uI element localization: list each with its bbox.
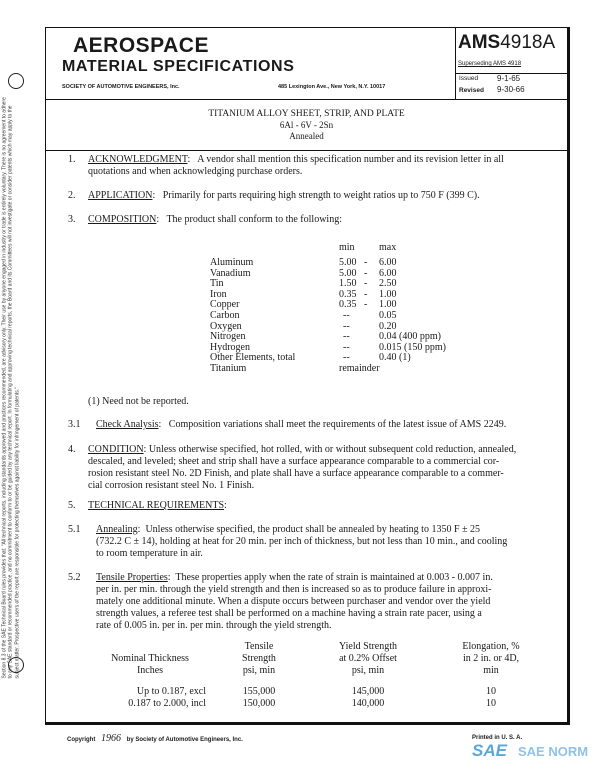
revised-date: 9-30-66	[497, 85, 525, 94]
composition-element: Vanadium	[210, 267, 251, 279]
section-4-number: 4.	[68, 444, 76, 455]
issued-date: 9-1-65	[497, 74, 521, 83]
composition-element: Iron	[210, 288, 227, 300]
composition-max: 0.20	[379, 320, 397, 332]
composition-element: Tin	[210, 278, 224, 290]
section-4-line: descaled, and leveled; sheet and strip shall have a surface appearance comparable to a commercial cor-	[88, 456, 500, 467]
tensile-table-cell: 10	[486, 686, 496, 697]
doc-subtitle-alloy: 6Al - 6V - 2Sn	[279, 120, 334, 130]
tensile-table-header: Yield Strength	[338, 641, 398, 652]
composition-min: remainder	[339, 363, 380, 374]
composition-min: 1.50	[339, 278, 357, 290]
section-2-number: 2.	[68, 190, 76, 201]
divider	[455, 27, 456, 100]
ams-number: AMS4918A	[458, 32, 556, 53]
tensile-table-cell: 150,000	[242, 698, 276, 709]
section-3: COMPOSITION: The product shall conform to the following:	[88, 214, 342, 225]
section-5-1: Annealing: Unless otherwise specified, the product shall be annealed by heating to 1350 F ± 25	[96, 524, 481, 535]
section-4-line: rosion resistant steel No. 2D Finish, and plate shall have a surface appearance comparable to a commer-	[88, 468, 504, 479]
composition-dash: -	[364, 267, 368, 279]
sae-logo: SAE	[472, 741, 507, 760]
composition-element: Copper	[210, 299, 240, 311]
issued-label: Issued	[459, 75, 479, 82]
composition-min: --	[343, 331, 350, 343]
section-2: APPLICATION: Primarily for parts requiring high strength to weight ratios up to 750 F (399 C).	[88, 190, 480, 201]
composition-dash: -	[364, 257, 368, 268]
composition-max: 2.50	[379, 278, 397, 290]
composition-min: 5.00	[339, 267, 357, 279]
section-1: ACKNOWLEDGMENT: A vendor shall mention this specification number and its revision letter in all	[88, 154, 504, 165]
composition-max: 1.00	[379, 299, 397, 311]
doc-subtitle-condition: Annealed	[289, 131, 324, 141]
section-5-2-line: per in. per min. through the yield strength and then is increased so as to produce failure in approxi-	[96, 584, 492, 595]
tensile-table-header: psi, min	[242, 665, 276, 676]
tensile-table-header: Elongation, %	[462, 641, 520, 652]
superseding: Superseding AMS 4918	[458, 61, 522, 67]
composition-element: Aluminum	[210, 257, 254, 268]
composition-min: --	[343, 310, 350, 321]
tensile-table-header: Inches	[136, 665, 164, 676]
composition-element: Nitrogen	[210, 331, 246, 343]
composition-max: 6.00	[379, 257, 397, 268]
section-5-2: Tensile Properties: These properties apply when the rate of strain is maintained at 0.003 - 0.007 in.	[96, 572, 493, 583]
composition-min: --	[343, 341, 350, 353]
tensile-table-header: Nominal Thickness	[111, 653, 189, 664]
tensile-table-cell: 140,000	[351, 698, 385, 709]
section-5-2-line: strength values, a referee test shall be performed on a machine having a strain rate pacer, using a	[96, 608, 482, 619]
tensile-table-cell: 0.187 to 2.000, incl	[128, 698, 206, 709]
composition-element: Carbon	[210, 310, 240, 321]
section-5-2-line: mately one additional minute. When a dispute occurs between purchaser and vendor over the yield	[96, 596, 491, 607]
composition-element: Other Elements, total	[210, 352, 296, 364]
section-5-1-number: 5.1	[68, 524, 81, 535]
section-5-2-number: 5.2	[68, 572, 81, 583]
society-address: 485 Lexington Ave., New York, N.Y. 10017	[278, 84, 386, 90]
printed-in-usa: Printed in U. S. A.	[472, 735, 523, 741]
section-5-1-line: (732.2 C ± 14), holding at heat for 20 min. per inch of thickness, but not less than 10 min., and cooling	[96, 536, 508, 547]
composition-max-header: max	[379, 242, 397, 253]
section-3-1-number: 3.1	[68, 419, 81, 430]
composition-dash: -	[364, 278, 368, 290]
section-4-line: cial corrosion resistant steel No. 1 Finish.	[88, 480, 255, 491]
tensile-table-header: Strength	[242, 653, 276, 664]
side-disclaimer: Section 8.3 of the SAE Technical Board rules provides that: "All technical reports, including standards approved and practices recommended, are advisory only. Their use by anyone engaged in industry or trade is entirely voluntary. There is no agreement to adhere to any SAE standard or recommended practice, and no commitment to conform to or be guided by any technical report. In formulating and approving technical reports, the Board and its Committees will not investigate or consider patents which may apply to the subject matter. Prospective users of the report are responsible for protecting themselves against liability for infringement of patents."	[1, 97, 21, 679]
section-5-number: 5.	[68, 500, 76, 511]
section-3-1: Check Analysis: Composition variations shall meet the requirements of the latest issue of AMS 2249.	[96, 419, 507, 430]
composition-min: 5.00	[339, 257, 357, 268]
composition-max: 0.40 (1)	[379, 352, 411, 364]
tensile-table-cell: Up to 0.187, excl	[136, 686, 206, 697]
tensile-table-header: min	[483, 665, 499, 676]
composition-max: 1.00	[379, 288, 397, 300]
composition-min-header: min	[339, 242, 355, 253]
section-1-number: 1.	[68, 154, 76, 165]
section-1-line: quotations and when acknowledging purchase orders.	[88, 166, 303, 177]
section-5-2-line: rate of 0.005 in. per in. per min. through the yield strength.	[96, 620, 332, 631]
composition-max: 0.015 (150 ppm)	[379, 341, 446, 353]
section-3-number: 3.	[68, 214, 76, 225]
tensile-table-cell: 155,000	[242, 686, 276, 697]
tensile-table-header: Tensile	[244, 641, 274, 652]
composition-dash: -	[364, 299, 368, 311]
society-name: SOCIETY OF AUTOMOTIVE ENGINEERS, Inc.	[62, 84, 180, 90]
composition-dash: -	[364, 288, 368, 300]
composition-footnote: (1) Need not be reported.	[88, 396, 189, 407]
copyright: Copyright 1966 by Society of Automotive Engineers, Inc.	[67, 733, 243, 744]
sae-norm-text: SAE NORM	[518, 744, 589, 759]
composition-max: 0.04 (400 ppm)	[379, 331, 441, 343]
revised-label: Revised	[459, 87, 484, 94]
doc-title: TITANIUM ALLOY SHEET, STRIP, AND PLATE	[208, 109, 405, 119]
section-5-1-line: to room temperature in air.	[96, 548, 203, 559]
composition-min: 0.35	[339, 288, 357, 300]
composition-max: 0.05	[379, 310, 397, 321]
tensile-table-header: at 0.2% Offset	[339, 653, 397, 664]
composition-max: 6.00	[379, 267, 397, 279]
header-title-material-specs: MATERIAL SPECIFICATIONS	[62, 58, 295, 75]
divider	[45, 150, 568, 151]
composition-min: 0.35	[339, 299, 357, 311]
punch-hole-top	[8, 73, 24, 89]
tensile-table-cell: 10	[486, 698, 496, 709]
composition-min: --	[343, 352, 350, 364]
tensile-table-cell: 145,000	[351, 686, 385, 697]
header-title-aerospace: AEROSPACE	[73, 34, 209, 57]
tensile-table-header: in 2 in. or 4D,	[462, 653, 520, 664]
composition-element: Hydrogen	[210, 341, 250, 353]
section-5: TECHNICAL REQUIREMENTS:	[88, 500, 227, 511]
composition-min: --	[343, 320, 350, 332]
section-4: CONDITION: Unless otherwise specified, hot rolled, with or without subsequent cold reduction, annealed,	[88, 444, 517, 455]
divider	[45, 99, 568, 100]
composition-element: Oxygen	[210, 320, 242, 332]
composition-element: Titanium	[210, 363, 247, 374]
tensile-table-header: psi, min	[351, 665, 385, 676]
